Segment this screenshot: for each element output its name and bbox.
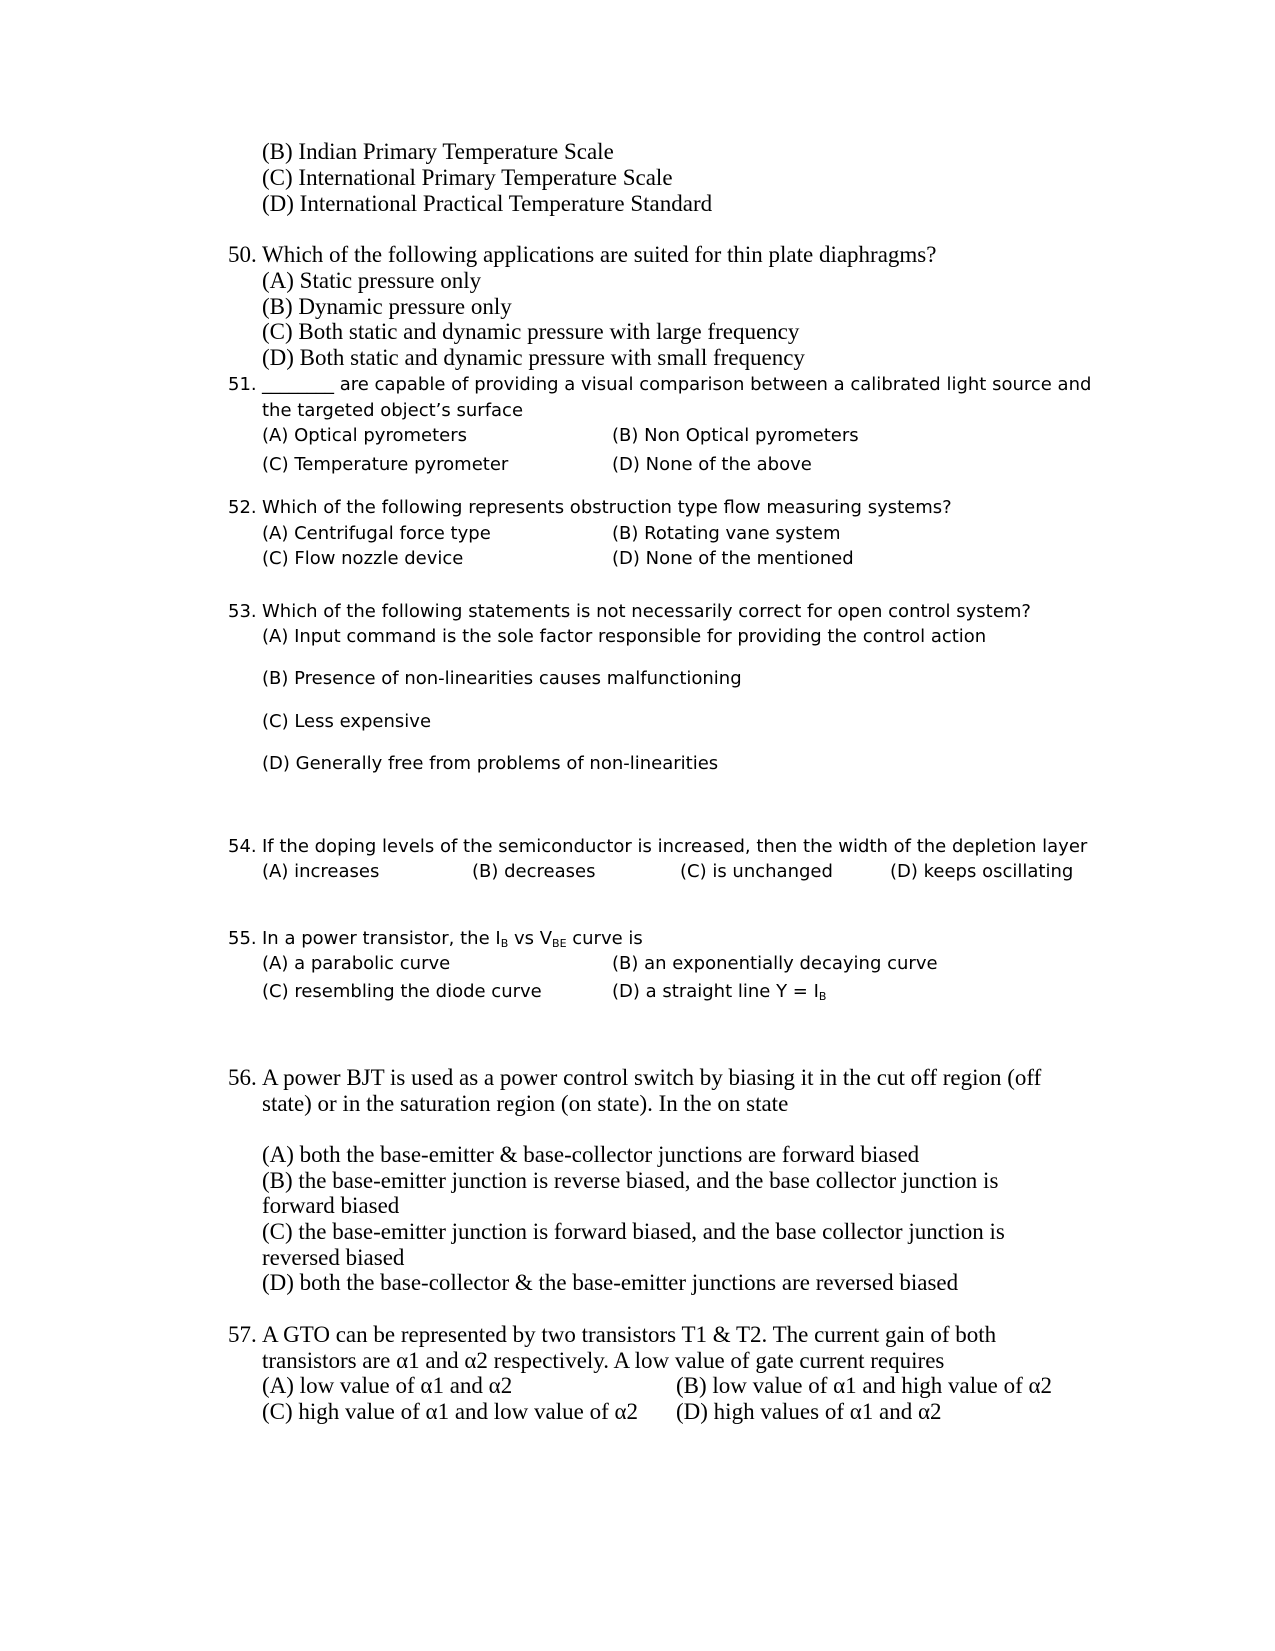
q52-option-a: (A) Centrifugal force type: [262, 523, 491, 544]
q53-option-a: (A) Input command is the sole factor responsible for providing the control action: [262, 626, 987, 647]
q50-number: 50.: [228, 242, 257, 267]
q52-option-d: (D) None of the mentioned: [612, 548, 854, 569]
q57-question-line2: transistors are α1 and α2 respectively. A low value of gate current requires: [262, 1348, 945, 1373]
q57-option-d: (D) high values of α1 and α2: [676, 1399, 942, 1424]
q49-option-b: (B) Indian Primary Temperature Scale: [262, 139, 614, 164]
q51-number: 51.: [228, 374, 257, 395]
q53-option-d: (D) Generally free from problems of non-linearities: [262, 753, 719, 774]
q56-option-c-line2: reversed biased: [262, 1245, 405, 1270]
q54-number: 54.: [228, 836, 257, 857]
q52-option-b: (B) Rotating vane system: [612, 523, 841, 544]
q56-number: 56.: [228, 1065, 257, 1090]
q57-question-line1: A GTO can be represented by two transistors T1 & T2. The current gain of both: [262, 1322, 997, 1347]
q56-option-a: (A) both the base-emitter & base-collector junctions are forward biased: [262, 1142, 920, 1167]
q50-question: Which of the following applications are suited for thin plate diaphragms?: [262, 242, 937, 267]
q55-question: In a power transistor, the $I_B$ vs $V_{BE}$ curve is: [262, 928, 643, 950]
q49-option-c: (C) International Primary Temperature Scale: [262, 165, 673, 190]
q52-question: Which of the following represents obstruction type flow measuring systems?: [262, 497, 952, 518]
q54-option-a: (A) increases: [262, 861, 380, 882]
q57-number: 57.: [228, 1322, 257, 1347]
q57-option-c: (C) high value of α1 and low value of α2: [262, 1399, 639, 1424]
q49-option-d: (D) International Practical Temperature Standard: [262, 191, 713, 216]
q56-question-line2: state) or in the saturation region (on state). In the on state: [262, 1091, 789, 1116]
q56-option-b-line1: (B) the base-emitter junction is reverse biased, and the base collector junction is: [262, 1168, 999, 1193]
q54-question: If the doping levels of the semiconductor is increased, then the width of the depletion layer: [262, 836, 1088, 857]
q54-option-b: (B) decreases: [472, 861, 596, 882]
q53-number: 53.: [228, 601, 257, 622]
q52-option-c: (C) Flow nozzle device: [262, 548, 464, 569]
q51-question-line2: the targeted object’s surface: [262, 400, 524, 421]
q53-question: Which of the following statements is not necessarily correct for open control system?: [262, 601, 1031, 622]
q55-option-b: (B) an exponentially decaying curve: [612, 953, 938, 974]
q55-option-c: (C) resembling the diode curve: [262, 981, 542, 1002]
q51-option-a: (A) Optical pyrometers: [262, 425, 467, 446]
q51-option-d: (D) None of the above: [612, 454, 812, 475]
q56-option-c-line1: (C) the base-emitter junction is forward biased, and the base collector junction is: [262, 1219, 1005, 1244]
q50-option-b: (B) Dynamic pressure only: [262, 294, 512, 319]
q56-question-line1: A power BJT is used as a power control switch by biasing it in the cut off region (off: [262, 1065, 1042, 1090]
q57-option-b: (B) low value of α1 and high value of α2: [676, 1373, 1053, 1398]
q53-option-c: (C) Less expensive: [262, 711, 432, 732]
q50-option-a: (A) Static pressure only: [262, 268, 482, 293]
q51-option-b: (B) Non Optical pyrometers: [612, 425, 859, 446]
q50-option-d: (D) Both static and dynamic pressure with small frequency: [262, 345, 805, 370]
q52-number: 52.: [228, 497, 257, 518]
q56-option-b-line2: forward biased: [262, 1193, 400, 1218]
q51-question-line1: ________ are capable of providing a visual comparison between a calibrated light source and: [262, 374, 1092, 395]
q53-option-b: (B) Presence of non-linearities causes malfunctioning: [262, 668, 742, 689]
q50-option-c: (C) Both static and dynamic pressure with large frequency: [262, 319, 800, 344]
q56-option-d: (D) both the base-collector & the base-emitter junctions are reversed biased: [262, 1270, 959, 1295]
q54-option-d: (D) keeps oscillating: [890, 861, 1074, 882]
q51-option-c: (C) Temperature pyrometer: [262, 454, 509, 475]
q55-option-d: (D) a straight line $Y = I_B$: [612, 981, 827, 1003]
q57-option-a: (A) low value of α1 and α2: [262, 1373, 513, 1398]
q54-option-c: (C) is unchanged: [680, 861, 833, 882]
q55-number: 55.: [228, 928, 257, 949]
q55-option-a: (A) a parabolic curve: [262, 953, 451, 974]
